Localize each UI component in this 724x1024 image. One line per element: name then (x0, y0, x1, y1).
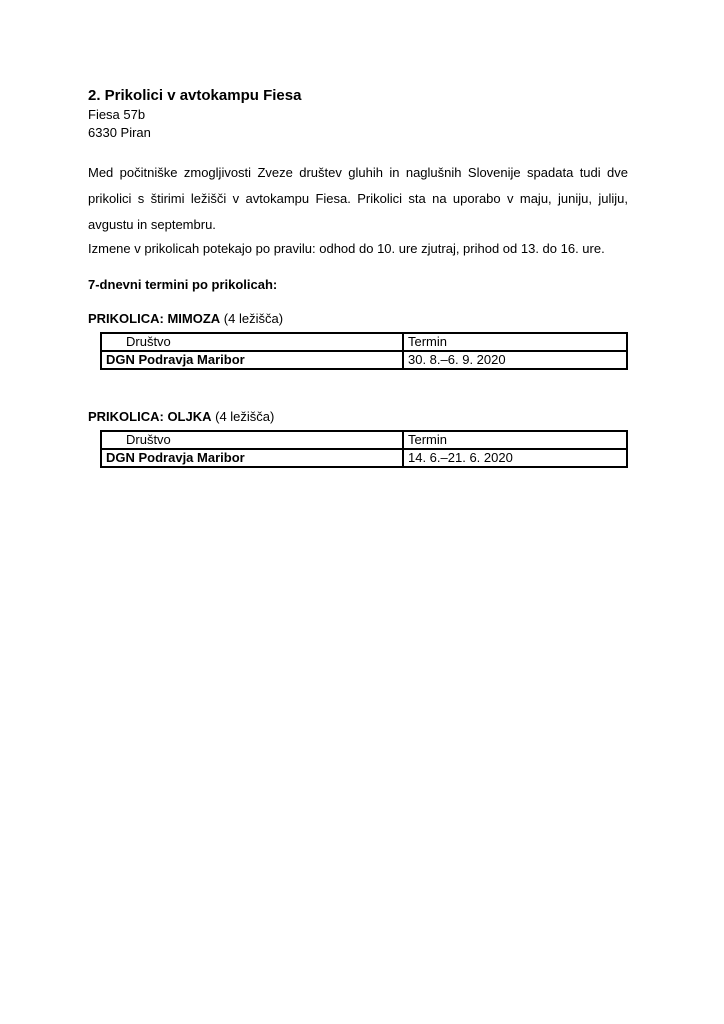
column-header-termin: Termin (403, 333, 627, 351)
trailer-mimoza-heading (88, 310, 628, 328)
trailer-mimoza-table (100, 332, 628, 370)
trailer-beds: (4 ležišča) (223, 311, 284, 326)
cell-drustvo: DGN Podravja Maribor (101, 351, 403, 369)
address-line-street: Fiesa 57b (88, 107, 146, 122)
column-header-drustvo: Društvo (101, 333, 403, 351)
trailer-beds: (4 ležišča) (215, 409, 275, 424)
table-row (101, 351, 627, 369)
cell-drustvo: DGN Podravja Maribor (101, 449, 403, 467)
address-line-city: 6330 Piran (88, 125, 151, 140)
column-header-drustvo: Društvo (101, 431, 403, 449)
trailer-oljka-table (100, 430, 628, 468)
cell-termin: 14. 6.–21. 6. 2020 (403, 449, 627, 467)
trailer-name: PRIKOLICA: OLJKA (88, 409, 212, 424)
section-heading: 2. Prikolici v avtokampu Fiesa (88, 87, 302, 104)
table-row (101, 449, 627, 467)
table-header-row (101, 333, 627, 351)
cell-termin: 30. 8.–6. 9. 2020 (403, 351, 627, 369)
shift-rule-paragraph: Izmene v prikolicah potekajo po pravilu: odhod do 10. ure zjutraj, prihod od 13. do 16. ure. (88, 241, 605, 256)
intro-paragraph: Med počitniške zmogljivosti Zveze društev gluhih in naglušnih Slovenije spadata tudi dve prikolici s štirimi ležišči v avtokampu Fiesa. Prikolici sta na uporabo v maju, juniju, juliju, avgustu in septembru. (88, 165, 628, 232)
schedule-subheading: 7-dnevni termini po prikolicah: (88, 277, 278, 292)
trailer-name: PRIKOLICA: MIMOZA (88, 311, 221, 326)
column-header-termin: Termin (403, 431, 627, 449)
table-header-row (101, 431, 627, 449)
document-page (88, 86, 628, 468)
trailer-oljka-heading (88, 408, 628, 426)
